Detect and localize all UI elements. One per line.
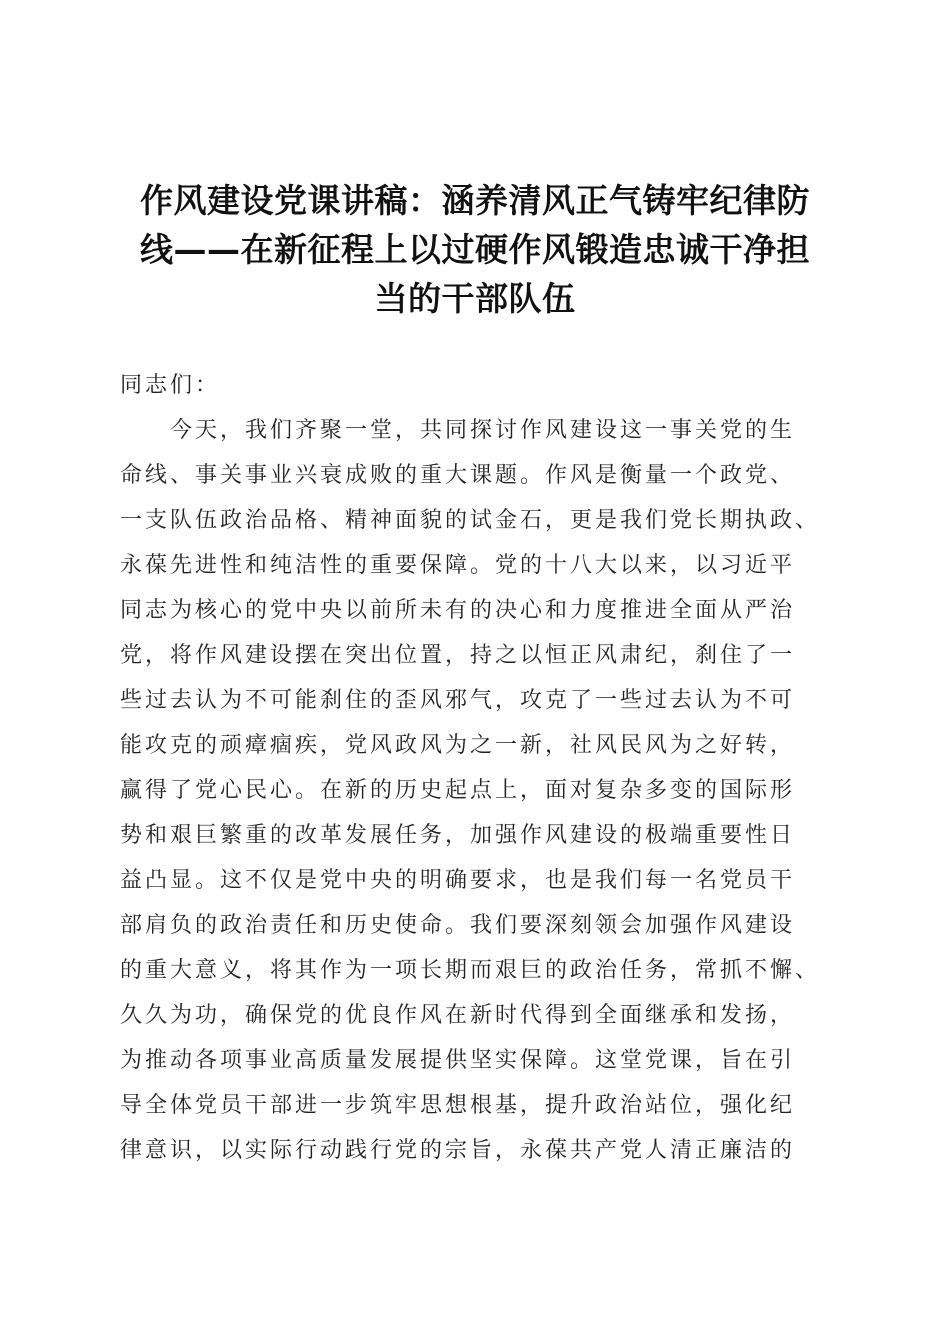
paragraph-line: 势和艰巨繁重的改革发展任务，加强作风建设的极端重要性日 <box>120 823 796 848</box>
paragraph-line: 命线、事关事业兴衰成败的重大课题。作风是衡量一个政党、 <box>120 463 796 488</box>
paragraph-line: 部肩负的政治责任和历史使命。我们要深刻领会加强作风建设 <box>120 913 796 938</box>
paragraph-line: 久久为功，确保党的优良作风在新时代得到全面继承和发扬， <box>120 1003 796 1028</box>
paragraph-line: 同志为核心的党中央以前所未有的决心和力度推进全面从严治 <box>120 598 796 623</box>
title-line-1: 作风建设党课讲稿：涵养清风正气铸牢纪律防 <box>140 181 810 220</box>
title-line-2: 线——在新征程上以过硬作风锻造忠诚干净担 <box>140 230 810 269</box>
title-line-3: 当的干部队伍 <box>374 279 576 318</box>
paragraph-line: 永葆先进性和纯洁性的重要保障。党的十八大以来，以习近平 <box>120 553 796 578</box>
paragraph-line: 赢得了党心民心。在新的历史起点上，面对复杂多变的国际形 <box>120 778 796 803</box>
paragraph-line: 一支队伍政治品格、精神面貌的试金石，更是我们党长期执政、 <box>120 508 821 533</box>
document-title <box>110 176 840 323</box>
paragraph-line: 律意识，以实际行动践行党的宗旨，永葆共产党人清正廉洁的 <box>120 1138 796 1163</box>
paragraph-line: 党，将作风建设摆在突出位置，持之以恒正风肃纪，刹住了一 <box>120 643 796 668</box>
body-paragraph <box>120 408 840 1173</box>
paragraph-line: 导全体党员干部进一步筑牢思想根基，提升政治站位，强化纪 <box>120 1093 796 1118</box>
paragraph-line: 的重大意义，将其作为一项长期而艰巨的政治任务，常抓不懈、 <box>120 958 821 983</box>
paragraph-line: 些过去认为不可能刹住的歪风邪气，攻克了一些过去认为不可 <box>120 688 796 713</box>
paragraph-line: 今天，我们齐聚一堂，共同探讨作风建设这一事关党的生 <box>170 418 796 443</box>
salutation: 同志们： <box>120 373 221 398</box>
paragraph-line: 为推动各项事业高质量发展提供坚实保障。这堂党课，旨在引 <box>120 1048 796 1073</box>
paragraph-line: 能攻克的顽瘴痼疾，党风政风为之一新，社风民风为之好转， <box>120 733 796 758</box>
paragraph-line: 益凸显。这不仅是党中央的明确要求，也是我们每一名党员干 <box>120 868 796 893</box>
